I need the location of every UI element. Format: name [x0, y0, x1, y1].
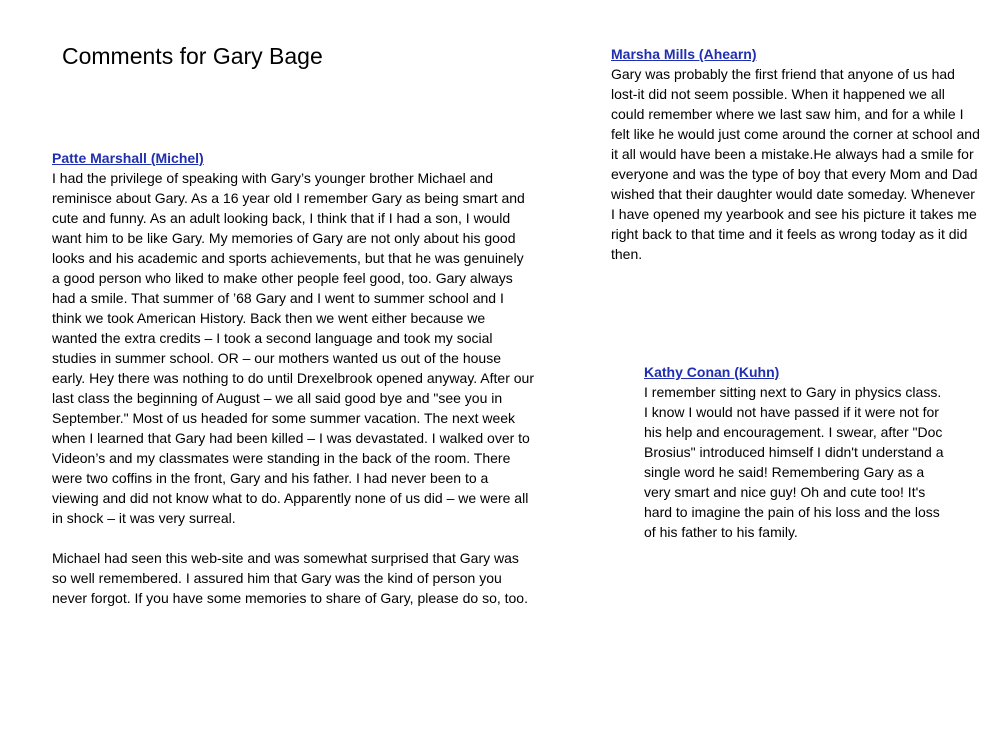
comment-paragraph: I remember sitting next to Gary in physics class. I know I would not have passed if it were not for his help and encouragement. I swear, after "Doc Brosius" introduced himself I didn't understand a single word he said! Remembering Gary as a very smart and nice guy! Oh and cute too! It's hard to imagine the pain of his loss and the loss of his father to his family.: [644, 384, 944, 540]
comment-paragraph: Gary was probably the first friend that anyone of us had lost-it did not seem possible. When it happened we all could remember where we last saw him, and for a while I felt like he would just come around the corner at school and it all would have been a mistake.He always had a smile for everyone and was the type of boy that every Mom and Dad wished that their daughter would date someday. Whenever I have opened my yearbook and see his picture it takes me right back to that time and it feels as wrong today as it did then.: [611, 66, 980, 262]
comment-paragraph: I had the privilege of speaking with Gary’s younger brother Michael and reminisce about Gary. As a 16 year old I remember Gary as being smart and cute and funny. As an adult looking back, I think that if I had a son, I would want him to be like Gary. My memories of Gary are not only about his good looks and his academic and sports achievements, but that he was genuinely a good person who liked to make other people feel good, too. Gary always had a smile. That summer of ’68 Gary and I went to summer school and I think we took American History. Back then we went either because we wanted the extra credits – I took a second language and took my social studies in summer school. OR – our mothers wanted us out of the house early. Hey there was nothing to do until Drexelbrook opened anyway. After our last class the beginning of August – we all said good bye and "see you in September." Most of us headed for some summer vacation. The next week when I learned that Gary had been killed – I was devastated. I walked over to Videon’s and my classmates were standing in the back of the room. There were two coffins in the front, Gary and his father. I had never been to a viewing and did not know what to do. Apparently none of us did – we were all in shock – it was very surreal.: [52, 170, 534, 526]
author-link-marsha-mills[interactable]: Marsha Mills (Ahearn): [611, 46, 757, 62]
author-link-kathy-conan[interactable]: Kathy Conan (Kuhn): [644, 364, 780, 380]
comment-kathy-conan: [644, 363, 944, 542]
author-link-patte-marshall[interactable]: Patte Marshall (Michel): [52, 150, 204, 166]
page-title: Comments for Gary Bage: [62, 43, 323, 69]
comment-marsha-mills: [611, 45, 981, 264]
comment-paragraph: Michael had seen this web-site and was somewhat surprised that Gary was so well remembered. I assured him that Gary was the kind of person you never forgot. If you have some memories to share of Gary, please do so, too.: [52, 550, 528, 606]
comment-patte-marshall: [52, 149, 534, 608]
